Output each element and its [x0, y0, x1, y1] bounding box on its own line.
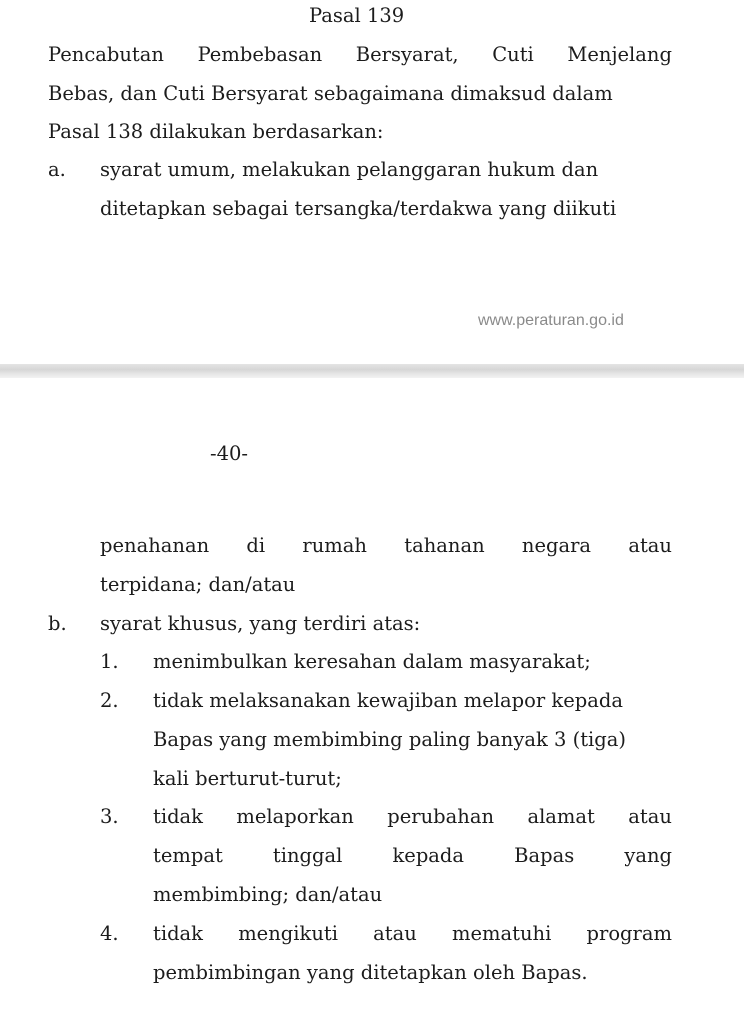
intro-word: Bersyarat,	[355, 43, 459, 66]
text-word: perubahan	[387, 805, 495, 828]
sub-item-2-line-3: kali berturut-turut;	[153, 767, 342, 790]
sub-item-3-line-3: membimbing; dan/atau	[153, 883, 383, 906]
item-a-continued-line-2: terpidana; dan/atau	[100, 573, 296, 596]
sub-item-4-line-1	[153, 922, 672, 945]
sub-item-2-line-1: tidak melaksanakan kewajiban melapor kepada	[153, 689, 623, 712]
page-number: -40-	[210, 442, 248, 465]
text-word: mematuhi	[451, 922, 552, 945]
item-b-marker: b.	[48, 612, 67, 635]
text-word: melaporkan	[236, 805, 354, 828]
text-word: tidak	[153, 922, 203, 945]
sub-item-1-marker: 1.	[100, 650, 119, 673]
intro-line-2: Bebas, dan Cuti Bersyarat sebagaimana dimaksud dalam	[48, 82, 613, 105]
text-word: tidak	[153, 805, 203, 828]
item-a-continued-line-1	[100, 534, 672, 557]
text-word: atau	[373, 922, 417, 945]
text-word: tahanan	[404, 534, 485, 557]
watermark-url: www.peraturan.go.id	[478, 312, 624, 329]
sub-item-2-marker: 2.	[100, 689, 119, 712]
text-word: tempat	[153, 844, 223, 867]
item-a-line-2: ditetapkan sebagai tersangka/terdakwa yang diikuti	[100, 197, 617, 220]
item-a-marker: a.	[48, 158, 66, 181]
text-word: yang	[624, 844, 672, 867]
item-a-line-1: syarat umum, melakukan pelanggaran hukum dan	[100, 158, 599, 181]
text-word: kepada	[392, 844, 465, 867]
sub-item-1-line-1: menimbulkan keresahan dalam masyarakat;	[153, 650, 591, 673]
text-word: negara	[521, 534, 592, 557]
text-word: mengikuti	[238, 922, 338, 945]
intro-word: Pembebasan	[197, 43, 323, 66]
sub-item-3-line-2	[153, 844, 672, 867]
text-word: Bapas	[514, 844, 575, 867]
sub-item-3-line-1	[153, 805, 672, 828]
sub-item-4-line-2: pembimbingan yang ditetapkan oleh Bapas.	[153, 961, 588, 984]
intro-word: Cuti	[492, 43, 534, 66]
intro-word: Menjelang	[567, 43, 672, 66]
text-word: program	[586, 922, 672, 945]
page-separator	[0, 364, 744, 378]
intro-line-3: Pasal 138 dilakukan berdasarkan:	[48, 120, 384, 143]
text-word: tinggal	[272, 844, 343, 867]
intro-line-1	[48, 43, 672, 66]
text-word: rumah	[302, 534, 367, 557]
text-word: di	[246, 534, 266, 557]
sub-item-3-marker: 3.	[100, 805, 119, 828]
article-title: Pasal 139	[309, 4, 405, 27]
text-word: atau	[628, 534, 672, 557]
text-word: atau	[628, 805, 672, 828]
sub-item-4-marker: 4.	[100, 922, 119, 945]
item-b-text: syarat khusus, yang terdiri atas:	[100, 612, 421, 635]
text-word: alamat	[527, 805, 595, 828]
sub-item-2-line-2: Bapas yang membimbing paling banyak 3 (tiga)	[153, 728, 626, 751]
text-word: penahanan	[100, 534, 210, 557]
intro-word: Pencabutan	[48, 43, 164, 66]
